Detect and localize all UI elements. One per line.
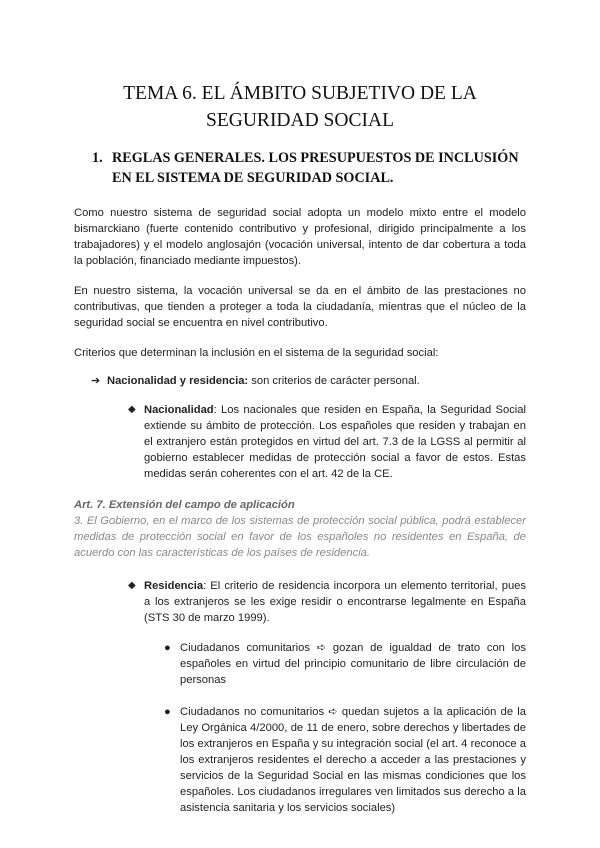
diamond-bullet-icon: ◆ [128, 580, 136, 591]
residencia-item [128, 578, 526, 626]
nacionalidad-text: : Los nacionales que residen en España, la Seguridad Social extiende su ámbito de protección. Los españoles que residen y trabajan en el extranjero están protegidos en virtud del art. 7.3 de la LGSS al permitir al gobierno establecer medidas de protección social a favor de estos. Estas medidas serán coherentes con el art. 42 de la CE. [144, 404, 526, 480]
criteria-intro-paragraph: Criterios que determinan la inclusión en el sistema de la seguridad social: [74, 347, 439, 359]
comunitarios-text: Ciudadanos comunitarios ➪ gozan de igualdad de trato con los españoles en virtud del principio comunitario de libre circulación de personas [180, 642, 526, 686]
list-item [164, 704, 526, 816]
nacionalidad-label: Nacionalidad [144, 404, 214, 416]
section-heading-text: REGLAS GENERALES. LOS PRESUPUESTOS DE INCLUSIÓN EN EL SISTEMA DE SEGURIDAD SOCIAL. [112, 150, 519, 186]
nacionalidad-item [128, 402, 526, 482]
section-heading [92, 148, 526, 188]
dot-bullet-icon: ● [164, 706, 171, 718]
no-comunitarios-text: Ciudadanos no comunitarios ➪ quedan sujetos a la aplicación de la Ley Orgánica 4/2000, de 11 de enero, sobre derechos y libertades de los extranjeros en España y su integración social (el art. 4 reconoce a los extranjeros residentes el derecho a acceder a las prestaciones y servicios de la Seguridad Social en las mismas condiciones que los españoles. Los ciudadanos irregulares ven limitados sus derecho a la asistencia sanitaria y los servicios sociales) [180, 706, 526, 814]
criteria-text [107, 373, 420, 389]
residencia-label: Residencia [144, 580, 204, 592]
diamond-bullet-icon: ◆ [128, 404, 136, 415]
list-item [164, 640, 526, 688]
dot-bullet-icon: ● [164, 642, 171, 654]
criteria-label: Nacionalidad y residencia: [107, 375, 249, 387]
arrow-icon: ➔ [91, 375, 101, 387]
residencia-content [144, 578, 526, 626]
residencia-text: : El criterio de residencia incorpora un elemento territorial, pues a los extranjeros se les exige residir o encontrarse legalmente en España (STS 30 de marzo 1999). [144, 580, 526, 624]
article-body: 3. El Gobierno, en el marco de los sistemas de protección social pública, podrá establecer medidas de protección social en favor de los españoles no residentes en España, de acuerdo con las características de los países de residencia. [74, 515, 526, 559]
criteria-item [91, 373, 526, 389]
nacionalidad-content [144, 402, 526, 482]
universal-paragraph: En nuestro sistema, la vocación universal se da en el ámbito de las prestaciones no contributivas, que tienden a proteger a toda la ciudadanía, mientras que el núcleo de la seguridad social se encuentra en nivel contributivo. [74, 285, 526, 329]
section-number: 1. [92, 150, 103, 166]
article-title: Art. 7. Extensión del campo de aplicación [74, 499, 295, 511]
page-title: TEMA 6. EL ÁMBITO SUBJETIVO DE LA SEGURIDAD SOCIAL [123, 83, 477, 131]
criteria-description: son criterios de carácter personal. [248, 375, 420, 387]
intro-paragraph: Como nuestro sistema de seguridad social adopta un modelo mixto entre el modelo bismarckiano (fuerte contenido contributivo y profesional, dirigido principalmente a los trabajadores) y el modelo anglosajón (vocación universal, intento de dar cobertura a toda la población, financiado mediante impuestos). [74, 207, 526, 267]
